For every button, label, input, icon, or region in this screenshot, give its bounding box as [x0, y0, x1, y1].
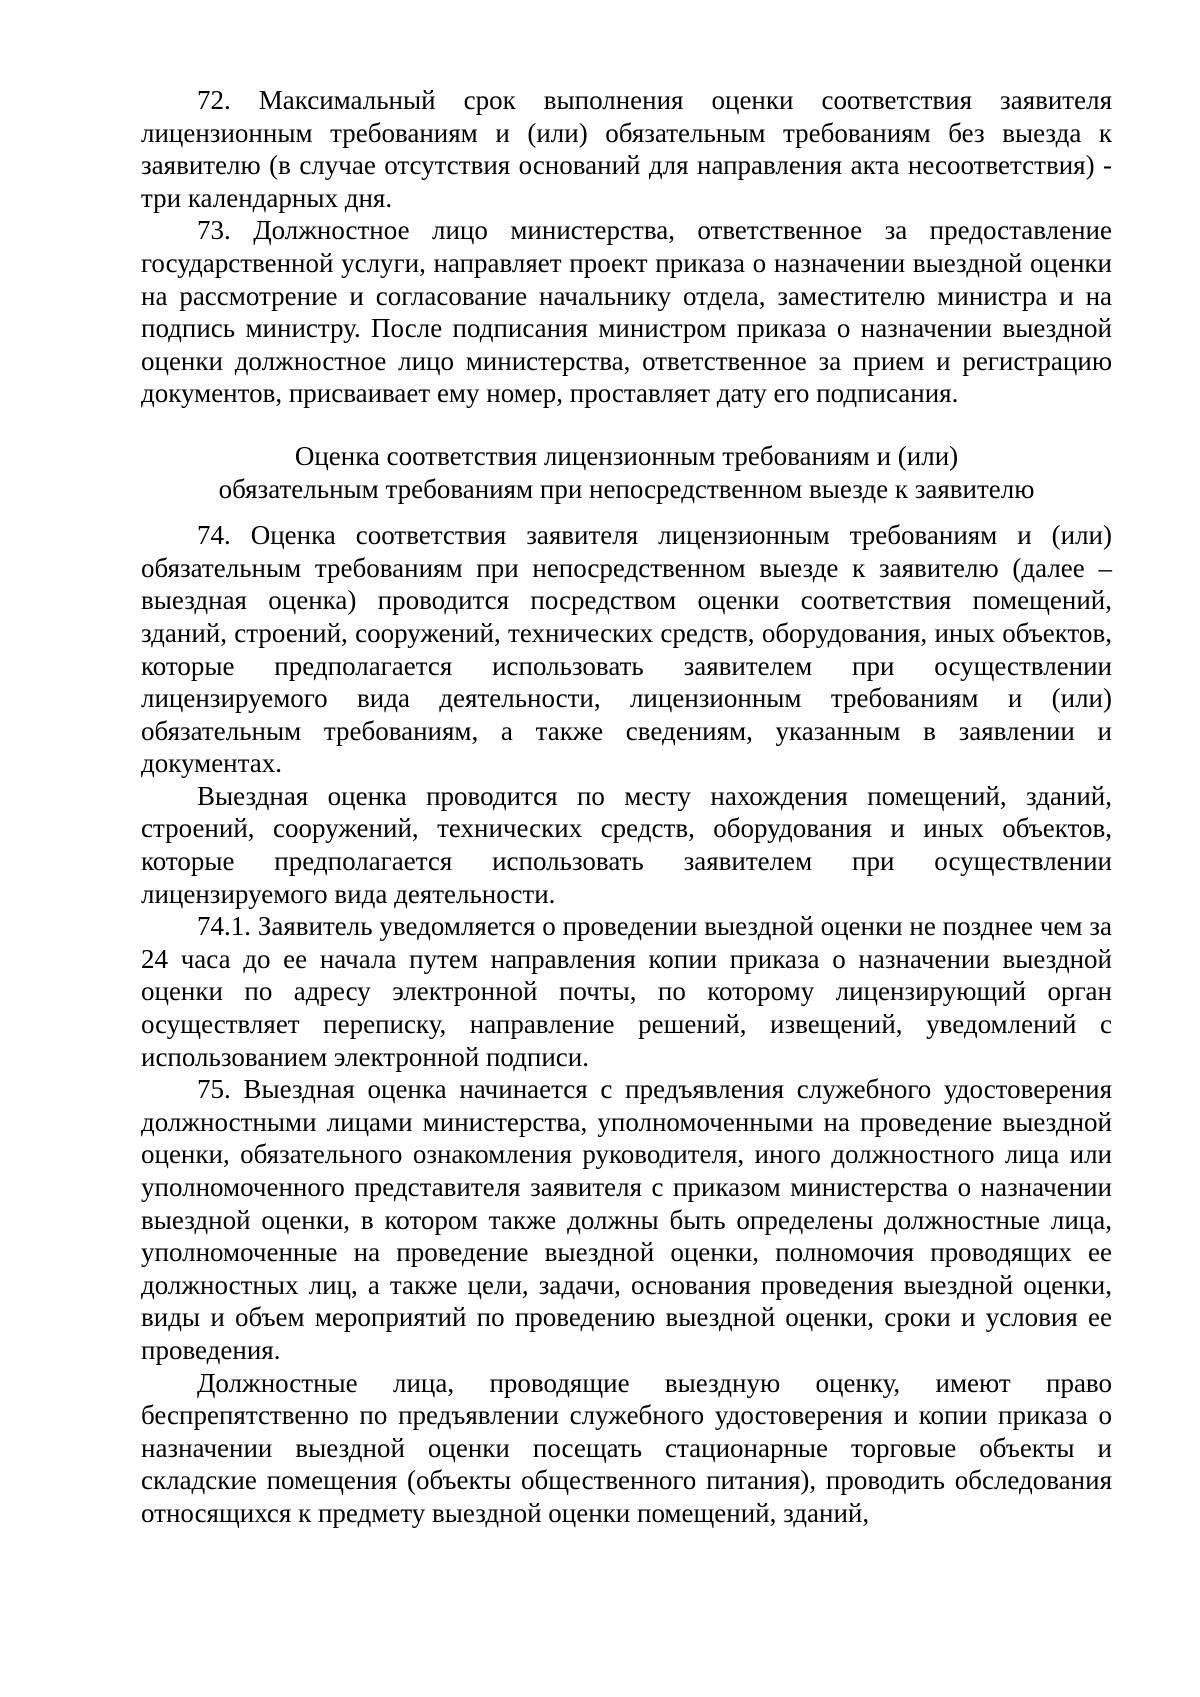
section-heading-line-2: обязательным требованиям при непосредственном выезде к заявителю	[218, 473, 1035, 504]
paragraph-75: 75. Выездная оценка начинается с предъявления служебного удостоверения должностными лицами министерства, уполномоченными на проведение выездной оценки, обязательного ознакомления руководителя, иного должностного лица или уполномоченного представителя заявителя с приказом министерства о назначении выездной оценки, в котором также должны быть определены должностные лица, уполномоченные на проведение выездной оценки, полномочия проводящих ее должностных лиц, а также цели, задачи, основания проведения выездной оценки, виды и объем мероприятий по проведению выездной оценки, сроки и условия ее проведения.	[141, 1074, 1112, 1365]
paragraph-72: 72. Максимальный срок выполнения оценки соответствия заявителя лицензионным требованиям и (или) обязательным требованиям без выезда к заявителю (в случае отсутствия оснований для направления акта несоответствия) - три календарных дня.	[141, 85, 1112, 213]
paragraph-74: 74. Оценка соответствия заявителя лицензионным требованиям и (или) обязательным требованиям при непосредственном выезде к заявителю (далее – выездная оценка) проводится посредством оценки соответствия помещений, зданий, строений, сооружений, технических средств, оборудования, иных объектов, которые предполагается использовать заявителем при осуществлении лицензируемого вида деятельности, лицензионным требованиям и (или) обязательным требованиям, а также сведениям, указанным в заявлении и документах.	[141, 520, 1112, 779]
section-heading-line-1: Оценка соответствия лицензионным требованиям и (или)	[294, 440, 959, 471]
paragraph-74-1: 74.1. Заявитель уведомляется о проведении выездной оценки не позднее чем за 24 часа до ее начала путем направления копии приказа о назначении выездной оценки по адресу электронной почты, по которому лицензирующий орган осуществляет переписку, направление решений, извещений, уведомлений с использованием электронной подписи.	[141, 911, 1112, 1072]
section-heading	[141, 440, 1112, 505]
document-page	[141, 84, 1112, 1530]
paragraph-73: 73. Должностное лицо министерства, ответственное за предоставление государственной услуги, направляет проект приказа о назначении выездной оценки на рассмотрение и согласование начальнику отдела, заместителю министра и на подпись министру. После подписания министром приказа о назначении выездной оценки должностное лицо министерства, ответственное за прием и регистрацию документов, присваивает ему номер, проставляет дату его подписания.	[141, 215, 1112, 409]
paragraph-75-continued: Должностные лица, проводящие выездную оценку, имеют право беспрепятственно по предъявлении служебного удостоверения и копии приказа о назначении выездной оценки посещать стационарные торговые объекты и складские помещения (объекты общественного питания), проводить обследования относящихся к предмету выездной оценки помещений, зданий,	[141, 1367, 1112, 1528]
paragraph-74-continued: Выездная оценка проводится по месту нахождения помещений, зданий, строений, сооружений, технических средств, оборудования и иных объектов, которые предполагается использовать заявителем при осуществлении лицензируемого вида деятельности.	[141, 780, 1112, 909]
